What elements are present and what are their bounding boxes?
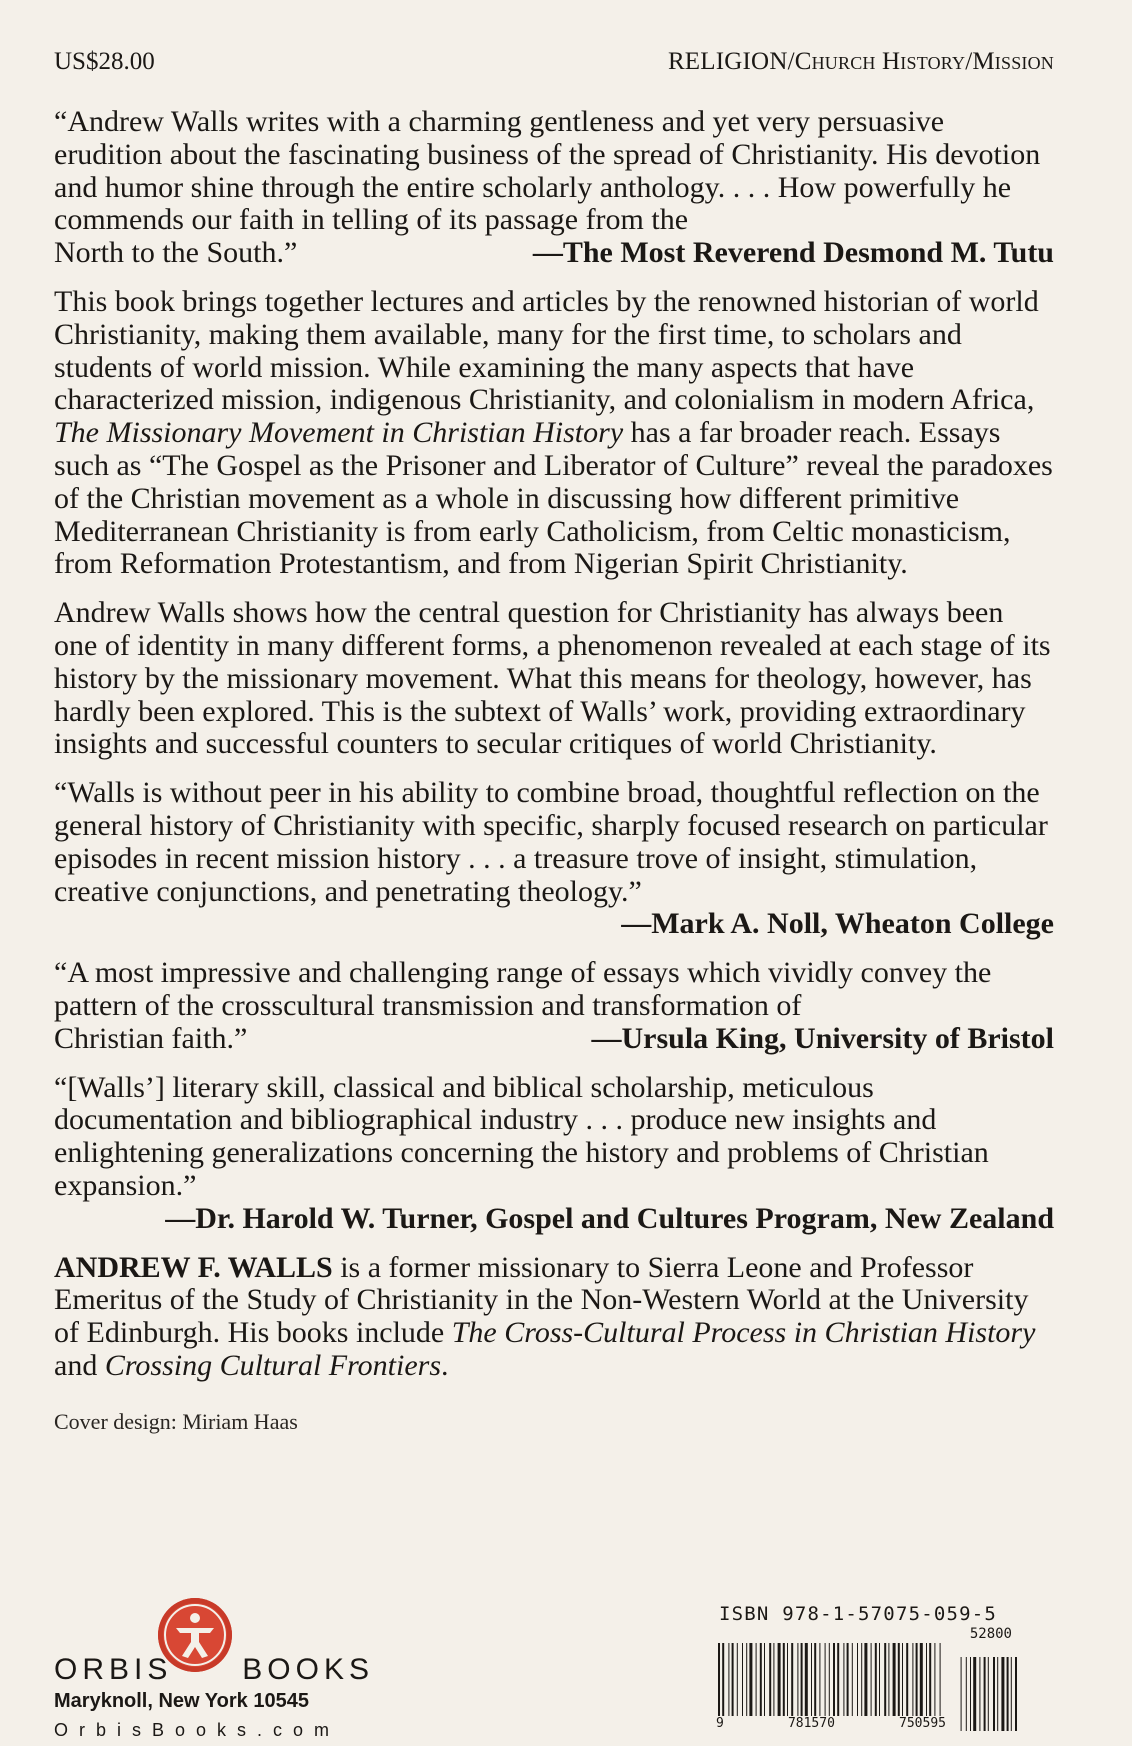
category-label: [668, 48, 1054, 76]
barcode-addon-bar: [979, 1657, 980, 1731]
author-bio-conjunction: and: [54, 1348, 105, 1382]
blurb-turner-text: “[Walls’] literary skill, classical and biblical scholarship, meticulous documentation and bibliographical industry . . . produce new insights and enlightening generalizations concerning the history and problems of Christian expansion.”: [54, 1070, 989, 1202]
blurb-king-closing: [54, 1023, 1054, 1056]
blurb-noll-attribution: —Mark A. Noll, Wheaton College: [621, 907, 1054, 941]
category-separator: /: [965, 48, 973, 75]
isbn-barcode: [714, 1603, 1024, 1738]
cover-text: [54, 106, 1054, 1435]
description-2-text: Andrew Walls shows how the central question for Christianity has always been one of identity in many different forms, a phenomenon revealed at each stage of its history by the missionary movement. What this means for theology, however, has hardly been explored. This is the subtext of Walls’ work, providing extraordinary insights and successful counters to secular critiques of world Christianity.: [54, 596, 1051, 761]
category-sub-church-history: Church History: [794, 48, 966, 75]
blurb-king-text: “A most impressive and challenging range of essays which vividly convey the pattern of the crosscultural transmission and transformation of: [54, 956, 992, 1022]
publisher-address: Maryknoll, New York 10545: [54, 1690, 309, 1712]
author-book-1: The Cross-Cultural Process in Christian History: [451, 1316, 1036, 1350]
barcode-addon-bar: [1011, 1657, 1012, 1731]
blurb-king: [54, 957, 1054, 1055]
publisher-wordmark: [54, 1653, 374, 1687]
author-bio-text: is a former missionary to Sierra Leone and Professor Emeritus of the Study of Christianity in the Non-Western World at the University of Edinburgh. His books include: [54, 1250, 1029, 1350]
price: US$28.00: [54, 48, 155, 75]
barcode-addon-bar: [988, 1657, 989, 1731]
book-title: The Missionary Movement in Christian History: [54, 416, 624, 450]
barcode-addon-bar: [993, 1657, 995, 1731]
barcode-digit-lead: 9: [716, 1716, 724, 1731]
barcode-addon-bar: [1015, 1657, 1017, 1731]
blurb-king-attribution: —Ursula King, University of Bristol: [591, 1021, 1054, 1055]
book-back-cover: [54, 0, 1054, 1746]
barcode-addon-bar: [984, 1657, 986, 1731]
blurb-noll: [54, 777, 1054, 941]
barcode-digits-right: 750595: [899, 1716, 946, 1731]
publisher-word-books: BOOKS: [242, 1653, 374, 1686]
barcode-addon-bar: [966, 1657, 967, 1731]
barcode-digits: [714, 1716, 948, 1731]
orbis-books-logo: [54, 1598, 374, 1738]
price-code: 52800: [969, 1626, 1012, 1642]
cover-header: [54, 48, 1054, 76]
barcode-addon-bar: [961, 1657, 962, 1731]
blurb-turner: [54, 1072, 1054, 1236]
blurb-tutu-attribution: —The Most Reverend Desmond M. Tutu: [532, 236, 1054, 270]
blurb-king-last-line: Christian faith.”: [54, 1021, 248, 1055]
barcode-addon-bar: [970, 1657, 971, 1731]
barcode-addon-bar: [1007, 1657, 1009, 1731]
barcode-addon-bar: [997, 1657, 998, 1731]
barcode-digits-left: 781570: [787, 1716, 835, 1731]
category-sub-mission: Mission: [972, 48, 1054, 75]
barcode-addon-bar: [973, 1657, 976, 1731]
blurb-tutu-last-line: North to the South.”: [54, 236, 298, 270]
barcode-addon-bar: [1001, 1657, 1004, 1731]
blurb-tutu: [54, 106, 1054, 270]
author-name: ANDREW F. WALLS: [54, 1250, 333, 1284]
isbn-number: ISBN 978-1-57075-059-5: [719, 1603, 998, 1625]
blurb-noll-text: “Walls is without peer in his ability to combine broad, thoughtful reflection on the general history of Christianity with specific, sharply focused research on particular episodes in recent mission history . . . a treasure trove of insight, stimulation, creative conjunctions, and penetrating theology.”: [54, 776, 1048, 908]
blurb-tutu-text: “Andrew Walls writes with a charming gentleness and yet very persuasive erudition about the fascinating business of the spread of Christianity. His devotion and humor shine through the entire scholarly anthology. . . . How powerfully he commends our faith in telling of its passage from the: [54, 105, 1041, 237]
description-paragraph-1: [54, 286, 1054, 581]
author-bio-period: .: [441, 1348, 449, 1382]
author-book-2: Crossing Cultural Frontiers: [104, 1348, 441, 1382]
cover-design-credit: Cover design: Miriam Haas: [54, 1408, 298, 1434]
publisher-word-orbis: ORBIS: [54, 1653, 173, 1686]
blurb-turner-attribution: —Dr. Harold W. Turner, Gospel and Cultures Program, New Zealand: [165, 1201, 1054, 1235]
author-bio: [54, 1252, 1054, 1383]
blurb-tutu-closing: [54, 237, 1054, 270]
description-1-text: This book brings together lectures and articles by the renowned historian of world Christianity, making them available, many for the first time, to scholars and students of world mission. While examining the many aspects that have characterized mission, indigenous Christianity, and colonialism in modern Africa,: [54, 284, 1039, 417]
category-main: RELIGION/: [667, 48, 795, 75]
description-1-text-continued: has a far broader reach. Essays such as “The Gospel as the Prisoner and Liberator of Culture” reveal the paradoxes of the Christian movement as a whole in discussing how different primitive Mediterranean Christianity is from early Catholicism, from Celtic monasticism, from Reformation Protestantism, and from Nigerian Spirit Christianity.: [54, 416, 1053, 581]
description-paragraph-2: [54, 597, 1054, 761]
publisher-website: OrbisBooks.com: [54, 1720, 341, 1740]
